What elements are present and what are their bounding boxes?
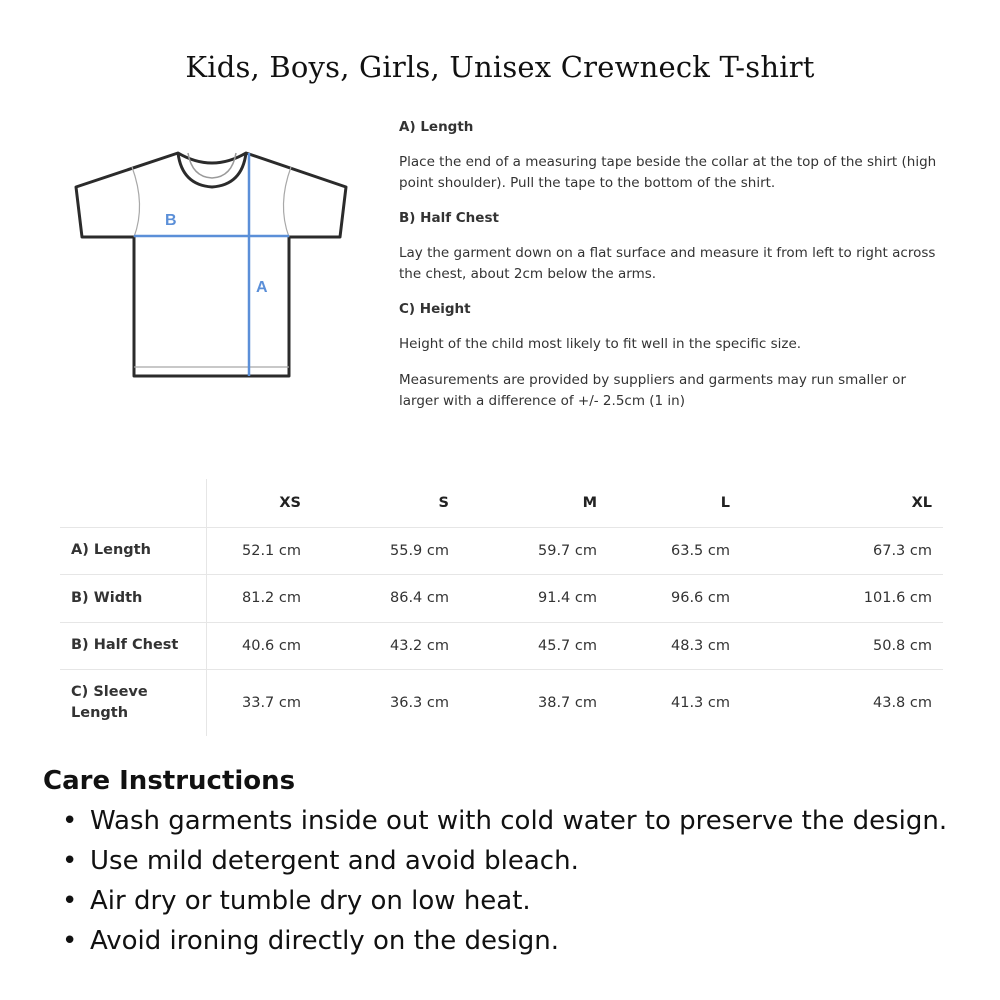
table-cell: 36.3 cm <box>390 694 449 711</box>
table-cell: 33.7 cm <box>242 694 301 711</box>
list-item: • Use mild detergent and avoid bleach. <box>62 843 947 883</box>
length-heading: A) Length <box>399 119 474 135</box>
row-label: C) Sleeve Length <box>60 670 206 736</box>
table-row <box>60 575 943 623</box>
row-label: B) Width <box>60 575 206 623</box>
table-row <box>60 670 943 736</box>
list-item: • Air dry or tumble dry on low heat. <box>62 883 947 923</box>
table-cell: 52.1 cm <box>206 527 353 575</box>
care-instructions-heading: Care Instructions <box>43 766 296 796</box>
table-cell: 63.5 cm <box>649 527 796 575</box>
table-cell: 81.2 cm <box>206 575 353 623</box>
table-row <box>60 527 943 575</box>
table-cell: 96.6 cm <box>649 575 796 623</box>
table-cell: 45.7 cm <box>501 622 649 670</box>
table-cell: 40.6 cm <box>206 622 353 670</box>
label-b: B <box>165 212 177 229</box>
table-header-row <box>60 479 943 527</box>
height-heading: C) Height <box>399 301 471 317</box>
table-cell: 55.9 cm <box>353 527 501 575</box>
row-label: B) Half Chest <box>60 622 206 670</box>
column-header: XL <box>796 479 943 527</box>
table-cell: 43.2 cm <box>353 622 501 670</box>
table-cell: 41.3 cm <box>671 694 730 711</box>
tshirt-measurement-diagram <box>70 145 360 385</box>
page-title: Kids, Boys, Girls, Unisex Crewneck T-shirt <box>185 50 815 84</box>
care-instructions-list <box>62 803 947 963</box>
table-row <box>60 622 943 670</box>
list-item: • Wash garments inside out with cold water to preserve the design. <box>62 803 947 843</box>
table-cell: 86.4 cm <box>353 575 501 623</box>
table-cell: 38.7 cm <box>538 694 597 711</box>
row-label: A) Length <box>60 527 206 575</box>
column-header: XS <box>206 479 353 527</box>
height-text: Height of the child most likely to fit well in the specific size. <box>399 336 802 352</box>
size-chart-table <box>60 479 943 736</box>
table-cell: 43.8 cm <box>873 694 932 711</box>
column-header: M <box>501 479 649 527</box>
list-item: • Avoid ironing directly on the design. <box>62 923 947 963</box>
column-header: L <box>649 479 796 527</box>
label-a: A <box>256 279 268 296</box>
table-cell: 50.8 cm <box>796 622 943 670</box>
chest-text: Lay the garment down on a flat surface and measure it from left to right across the chest, about 2cm below the arms. <box>399 245 936 282</box>
measurement-note: Measurements are provided by suppliers and garments may run smaller or larger with a difference of +/- 2.5cm (1 in) <box>399 372 906 409</box>
table-cell: 48.3 cm <box>649 622 796 670</box>
table-cell: 67.3 cm <box>796 527 943 575</box>
table-cell: 59.7 cm <box>501 527 649 575</box>
column-header: S <box>353 479 501 527</box>
table-cell: 101.6 cm <box>796 575 943 623</box>
length-text: Place the end of a measuring tape beside the collar at the top of the shirt (high point shoulder). Pull the tape to the bottom of the shirt. <box>399 154 937 191</box>
table-cell: 91.4 cm <box>501 575 649 623</box>
chest-heading: B) Half Chest <box>399 210 499 226</box>
